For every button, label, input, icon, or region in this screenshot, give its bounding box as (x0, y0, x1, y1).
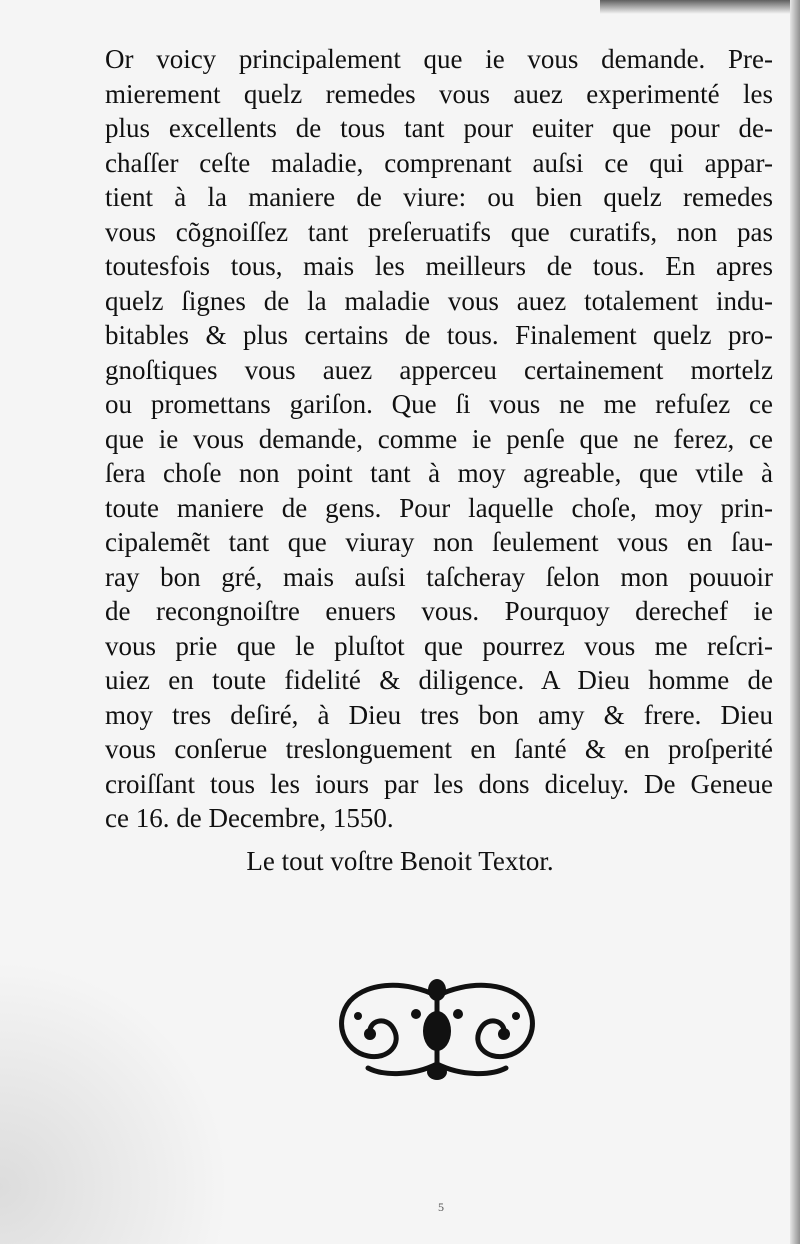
text-line: bitables & plus certains de tous. Finalement quelz pro- (105, 320, 773, 350)
folio-number: 5 (438, 1200, 444, 1214)
text-line: mierement quelz remedes vous auez experimenté les (105, 78, 773, 109)
text-line: gnoſtiques vous auez apperceu certainement mortelz (105, 354, 773, 385)
text-line: ou promettans gariſon. Que ſi vous ne me refuſez ce (105, 389, 773, 419)
text-line: de recongnoiſtre enuers vous. Pourquoy derechef ie (105, 596, 773, 626)
text-line: ray bon gré, mais auſsi taſcheray ſelon mon pouuoir (105, 561, 773, 592)
text-line: chaſſer ceſte maladie, comprenant auſsi ce qui appar- (105, 147, 773, 178)
text-line: quelz ſignes de la maladie vous auez totalement indu- (105, 285, 773, 316)
signature-line: Le tout voſtre Benoit Textor. (246, 846, 554, 876)
text-line: que ie vous demande, comme ie penſe que ne ferez, ce (105, 423, 773, 454)
text-line: tient à la maniere de viure: ou bien quelz remedes (105, 182, 773, 212)
text-line: moy tres deſiré, à Dieu tres bon amy & frere. Dieu (105, 699, 773, 730)
paper-stain (0, 960, 230, 1244)
text-line: croiſſant tous les iours par les dons diceluy. De Geneue (105, 768, 773, 799)
text-line: toutesfois tous, mais les meilleurs de tous. En apres (105, 251, 773, 281)
page-shadow-top (600, 0, 800, 14)
text-line: toute maniere de gens. Pour laquelle choſe, moy prin- (105, 492, 773, 523)
text-line: vous prie que le pluſtot que pourrez vous me reſcri- (105, 630, 773, 661)
printer-ornament-icon (328, 976, 546, 1084)
text-line: vous conſerue treslonguement en ſanté & en proſperité (105, 734, 773, 764)
text-line: cipalemẽt tant que viuray non ſeulement vous en ſau- (105, 527, 773, 557)
text-line: uiez en toute fidelité & diligence. A Dieu homme de (105, 665, 773, 695)
letter-body (105, 42, 773, 836)
text-line: plus excellents de tous tant pour euiter que pour de- (105, 113, 773, 143)
date-line: ce 16. de Decembre, 1550. (105, 803, 394, 833)
text-line: ſera choſe non point tant à moy agreable, que vtile à (105, 458, 773, 488)
page-edge (790, 0, 800, 1244)
text-line: Or voicy principalement que ie vous demande. Pre- (105, 44, 773, 74)
text-line: vous cõgnoiſſez tant preſeruatifs que curatifs, non pas (105, 216, 773, 247)
